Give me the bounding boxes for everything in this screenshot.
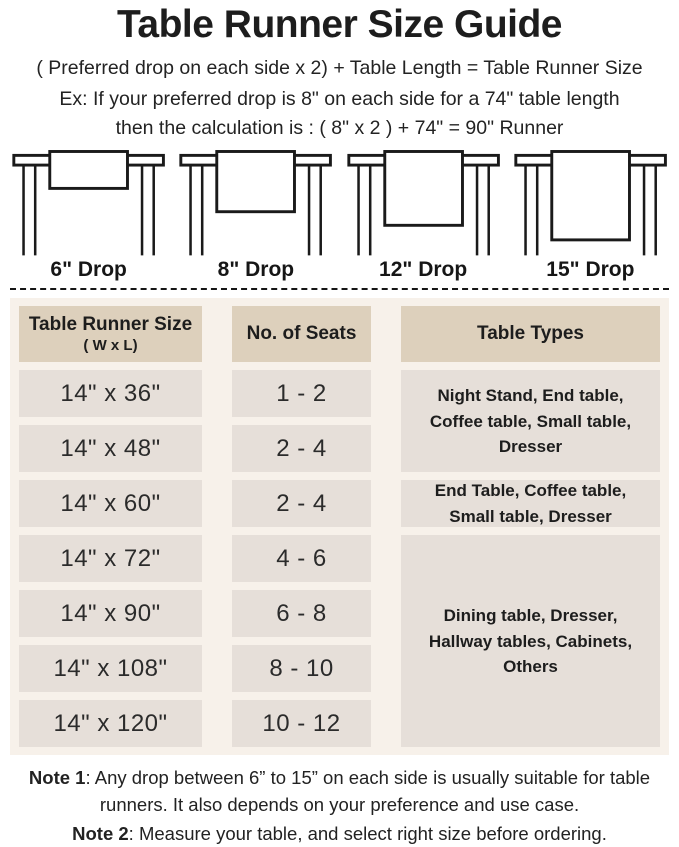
seats-cell: 4 - 6	[232, 535, 371, 582]
note-2	[12, 821, 667, 847]
drop-label: 6" Drop	[50, 258, 127, 282]
table-runner-illustration	[343, 148, 504, 256]
table-types-group-3: Dining table, Dresser, Hallway tables, Cabinets, Others	[401, 535, 660, 747]
runner-rect	[552, 152, 630, 240]
note-2-text: : Measure your table, and select right size before ordering.	[128, 822, 607, 844]
seats-cell: 2 - 4	[232, 425, 371, 472]
table-runner-illustration	[8, 148, 169, 256]
drop-label: 15" Drop	[546, 258, 635, 282]
note-1	[12, 765, 667, 818]
drop-label: 8" Drop	[217, 258, 295, 282]
note-2-label: Note 2	[72, 822, 129, 844]
header-seats: No. of Seats	[232, 306, 371, 362]
page-title: Table Runner Size Guide	[116, 3, 563, 46]
size-guide-table	[19, 306, 660, 747]
table-runner-illustration	[175, 148, 336, 256]
size-cell: 14" x 120"	[19, 700, 202, 747]
note-1-label: Note 1	[28, 767, 86, 789]
header-runner-size-line2: ( W x L)	[83, 337, 138, 355]
runner-rect	[384, 152, 462, 226]
size-cell: 14" x 108"	[19, 645, 202, 692]
size-cell: 14" x 90"	[19, 590, 202, 637]
seats-cell: 1 - 2	[232, 370, 371, 417]
drop-figure-8in	[175, 148, 336, 282]
seats-cell: 10 - 12	[232, 700, 371, 747]
example-text	[0, 85, 679, 144]
dashed-divider	[10, 288, 669, 290]
seats-cell: 8 - 10	[232, 645, 371, 692]
size-cell: 14" x 48"	[19, 425, 202, 472]
runner-rect	[50, 152, 128, 189]
size-cell: 14" x 36"	[19, 370, 202, 417]
drop-figure-12in	[343, 148, 504, 282]
header-runner-size-line1: Table Runner Size	[28, 314, 193, 336]
drop-figure-15in	[510, 148, 671, 282]
drop-figure-6in	[8, 148, 169, 282]
table-types-group-2: End Table, Coffee table, Small table, Dresser	[401, 480, 660, 527]
runner-rect	[217, 152, 295, 212]
seats-cell: 2 - 4	[232, 480, 371, 527]
example-line-2: then the calculation is : ( 8" x 2 ) + 74" = 90" Runner	[115, 117, 564, 140]
drop-label: 12" Drop	[379, 258, 468, 282]
table-types-group-1: Night Stand, End table, Coffee table, Small table, Dresser	[401, 370, 660, 472]
drop-figures	[0, 148, 679, 282]
notes-section	[0, 765, 679, 847]
note-1-text: : Any drop between 6” to 15” on each side is usually suitable for table runners. It also depends on your preference and use case.	[85, 767, 651, 815]
example-line-1: Ex: If your preferred drop is 8" on each side for a 74" table length	[59, 87, 620, 110]
header-runner-size	[19, 306, 202, 362]
size-cell: 14" x 60"	[19, 480, 202, 527]
table-runner-illustration	[510, 148, 671, 256]
size-guide-panel	[10, 298, 669, 755]
seats-cell: 6 - 8	[232, 590, 371, 637]
size-cell: 14" x 72"	[19, 535, 202, 582]
formula-text: ( Preferred drop on each side x 2) + Table Length = Table Runner Size	[36, 56, 643, 79]
header-table-types: Table Types	[401, 306, 660, 362]
